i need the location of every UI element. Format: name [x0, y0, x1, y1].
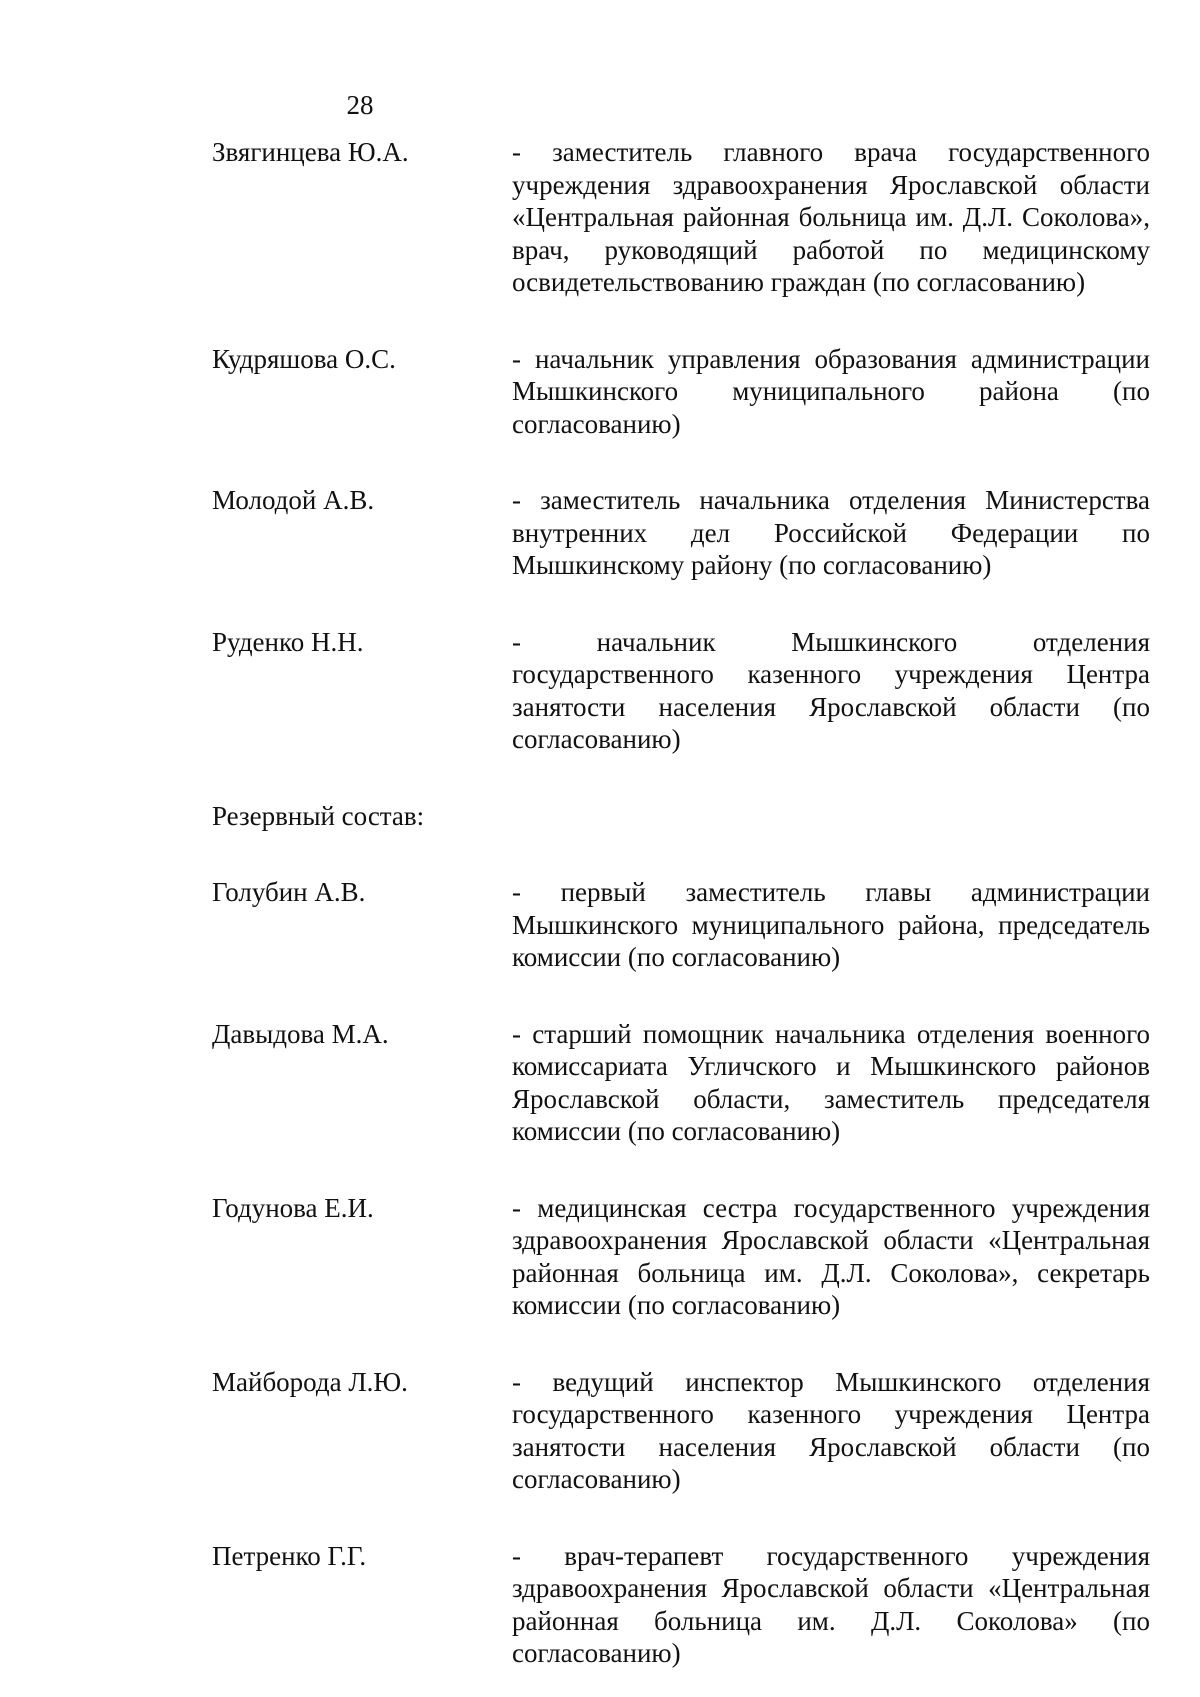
member-description: - начальник Мышкинского отделения государственного казенного учреждения Центра занятости населения Ярославской области (по согласованию) [512, 626, 1150, 754]
member-row [212, 876, 1150, 974]
member-name: Годунова Е.И. [212, 1192, 374, 1223]
member-row [212, 1366, 1150, 1496]
commission-list [212, 136, 1150, 1670]
member-name: Давыдова М.А. [212, 1018, 389, 1049]
member-description: - первый заместитель главы администрации Мышкинского муниципального района, председатель комиссии (по согласованию) [512, 877, 1150, 972]
member-row [212, 484, 1150, 582]
member-name: Голубин А.В. [212, 877, 366, 907]
member-description: - заместитель начальника отделения Министерства внутренних дел Российской Федерации по Мышкинскому району (по согласованию) [512, 485, 1150, 580]
member-name: Кудряшова О.С. [212, 343, 396, 374]
member-row [212, 626, 1150, 756]
reserve-section-label: Резервный состав: [212, 800, 425, 831]
member-row [212, 1018, 1150, 1148]
member-name: Руденко Н.Н. [212, 626, 364, 657]
member-description: - старший помощник начальника отделения военного комиссариата Угличского и Мышкинского районов Ярославской области, заместитель председателя комиссии (по согласованию) [512, 1018, 1150, 1146]
member-description: - врач-терапевт государственного учреждения здравоохранения Ярославской области «Центральная районная больница им. Д.Л. Соколова» (по согласованию) [512, 1540, 1150, 1668]
member-name: Петренко Г.Г. [212, 1540, 367, 1571]
member-row [212, 136, 1150, 299]
member-name: Звягинцева Ю.А. [212, 137, 409, 167]
member-name: Молодой А.В. [212, 485, 375, 515]
member-row [212, 343, 1150, 441]
member-name: Майборода Л.Ю. [212, 1366, 408, 1397]
member-row [212, 1540, 1150, 1670]
member-description: - начальник управления образования администрации Мышкинского муниципального района (по согласованию) [512, 343, 1150, 439]
page-number: 28 [346, 90, 374, 120]
member-description: - ведущий инспектор Мышкинского отделения государственного казенного учреждения Центра занятости населения Ярославской области (по согласованию) [512, 1366, 1150, 1494]
member-row [212, 1192, 1150, 1322]
member-description: - медицинская сестра государственного учреждения здравоохранения Ярославской области «Центральная районная больница им. Д.Л. Соколова», секретарь комиссии (по согласованию) [512, 1192, 1150, 1320]
member-description: - заместитель главного врача государственного учреждения здравоохранения Ярославской области «Центральная районная больница им. Д.Л. Соколова», врач, руководящий работой по медицинскому освидетельствованию граждан (по согласованию) [512, 137, 1150, 297]
